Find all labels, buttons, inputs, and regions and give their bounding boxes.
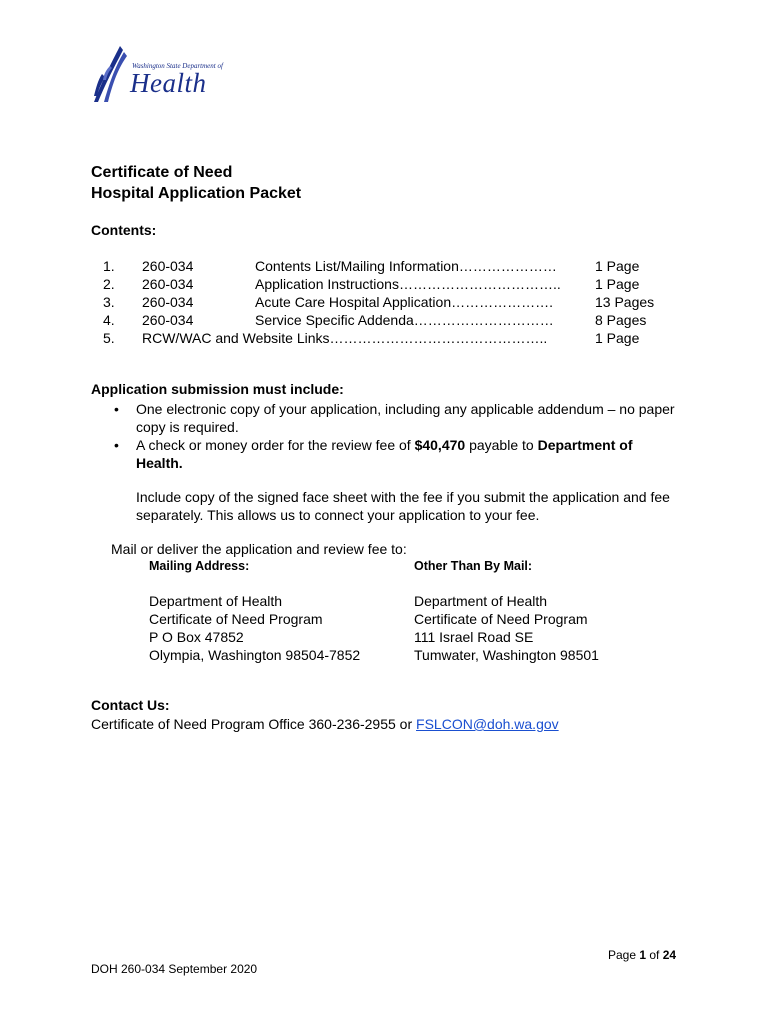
contents-row: [91, 311, 691, 329]
contents-title: Contents List/Mailing Information…………………: [255, 258, 557, 274]
address-line: 111 Israel Road SE: [414, 629, 534, 645]
list-item: [91, 436, 681, 472]
contents-number: 4.: [103, 312, 115, 328]
logo-title: Health: [130, 68, 207, 98]
face-sheet-note: Include copy of the signed face sheet with the fee if you submit the application and fee separately. This allows us to connect your application to your fee.: [136, 489, 670, 523]
address-line: P O Box 47852: [149, 629, 244, 645]
address-line: Certificate of Need Program: [149, 611, 323, 627]
page-current: 1: [639, 948, 647, 962]
address-line: Olympia, Washington 98504-7852: [149, 647, 361, 663]
page-of: of: [646, 948, 663, 962]
requirement-text: One electronic copy of your application, including any applicable addendum – no paper copy is required.: [136, 401, 675, 435]
bullet-icon: •: [114, 401, 119, 417]
title-line-1: Certificate of Need: [91, 164, 233, 181]
mail-intro: Mail or deliver the application and review fee to:: [111, 541, 407, 557]
contents-title: Application Instructions……………………………..: [255, 276, 561, 292]
address-line: Tumwater, Washington 98501: [414, 647, 599, 663]
contents-row: [91, 293, 691, 311]
contents-pages: 13 Pages: [595, 294, 655, 310]
address-line: Department of Health: [414, 593, 548, 609]
page-total: 24: [662, 948, 677, 962]
title-line-2: Hospital Application Packet: [91, 185, 302, 202]
contents-code: 260-034: [142, 312, 194, 328]
contents-row: [91, 329, 691, 347]
contents-number: 3.: [103, 294, 115, 310]
contents-number: 2.: [103, 276, 115, 292]
review-fee: $40,470: [414, 437, 466, 453]
contents-list: [91, 257, 691, 347]
requirements-list: [91, 400, 681, 472]
contact-line: [91, 716, 559, 732]
contents-code: RCW/WAC and Website Links………………………………………..: [142, 330, 548, 346]
requirement-text: A check or money order for the review fee of: [136, 437, 415, 453]
page-number: [608, 948, 676, 962]
doh-logo: [90, 44, 223, 106]
contents-code: 260-034: [142, 258, 194, 274]
contact-heading: Contact Us:: [91, 697, 170, 713]
mailing-address: [149, 592, 360, 664]
contents-number: 5.: [103, 330, 115, 346]
contents-pages: 1 Page: [595, 258, 640, 274]
address-line: Certificate of Need Program: [414, 611, 588, 627]
document-title: [91, 162, 301, 204]
bullet-icon: •: [114, 437, 119, 453]
contents-code: 260-034: [142, 276, 194, 292]
requirement-text: payable to: [465, 437, 538, 453]
logo-subtitle: Washington State Department of: [132, 62, 223, 70]
contents-pages: 1 Page: [595, 276, 640, 292]
other-address: [414, 592, 599, 664]
contents-number: 1.: [103, 258, 115, 274]
contents-row: [91, 275, 691, 293]
list-item: [91, 400, 681, 436]
payee: Department of Health.: [136, 437, 633, 471]
contents-label: Contents:: [91, 222, 157, 238]
contents-title: Service Specific Addenda…………………………: [255, 312, 554, 328]
document-footer: DOH 260-034 September 2020: [91, 962, 258, 976]
contact-email-link[interactable]: FSLCON@doh.wa.gov: [416, 716, 559, 732]
contents-title: Acute Care Hospital Application………………….: [255, 294, 553, 310]
contact-text: Certificate of Need Program Office 360-236-2955 or: [91, 716, 417, 732]
contents-code: 260-034: [142, 294, 194, 310]
other-address-heading: Other Than By Mail:: [414, 559, 533, 573]
contents-pages: 8 Pages: [595, 312, 647, 328]
address-line: Department of Health: [149, 593, 283, 609]
page-prefix: Page: [608, 948, 640, 962]
mailing-address-heading: Mailing Address:: [149, 559, 250, 573]
requirements-heading: Application submission must include:: [91, 381, 344, 397]
contents-pages: 1 Page: [595, 330, 640, 346]
contents-row: [91, 257, 691, 275]
